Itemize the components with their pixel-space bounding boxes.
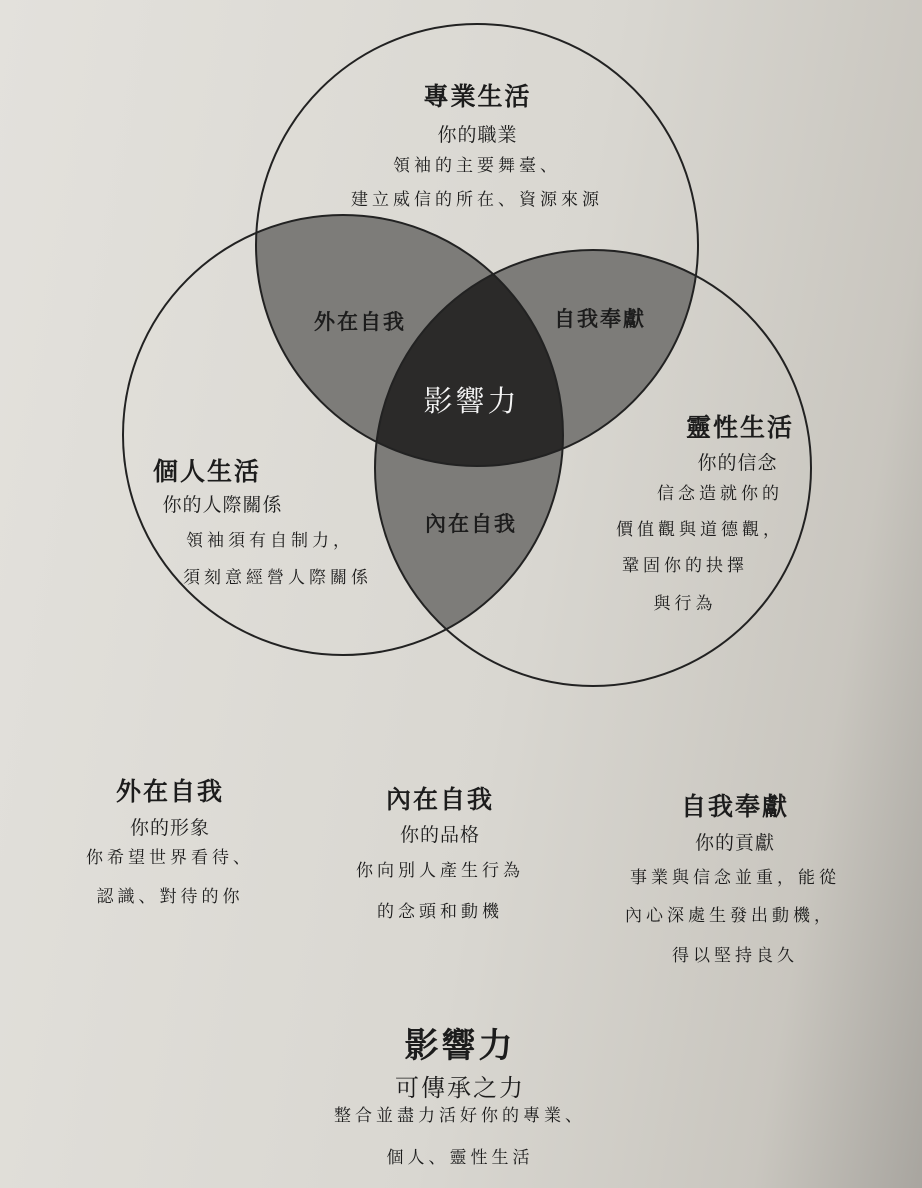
top-circle-subtitle: 你的職業 [437,124,518,146]
legend-outer-self-line-1: 你希望世界看待、 [86,848,254,868]
legend-outer-self-subtitle: 你的形象 [129,817,210,839]
right-circle-line-4: 與行為 [653,594,717,614]
legend-inner-self-title: 內在自我 [385,785,494,814]
legend-self-giving-line-3: 得以堅持良久 [672,946,798,966]
left-circle-line-2: 須刻意經營人際關係 [183,568,372,588]
top-circle-title: 專業生活 [423,82,532,111]
legend-outer-self-title: 外在自我 [115,777,224,806]
right-circle-line-3: 鞏固你的抉擇 [622,556,748,576]
legend-inner-self-line-1: 你向別人產生行為 [356,861,524,881]
left-circle-title: 個人生活 [152,457,261,486]
right-circle-line-1: 信念造就你的 [657,484,783,504]
legend-inner-self-subtitle: 你的品格 [399,824,480,846]
right-circle-subtitle: 你的信念 [697,452,778,474]
legend-influence-subtitle: 可傳承之力 [395,1074,525,1102]
right-circle-line-2: 價值觀與道德觀， [616,520,784,540]
top-circle-line-1: 領袖的主要舞臺、 [393,156,561,176]
legend-self-giving-subtitle: 你的貢獻 [694,832,775,854]
overlap-label-inner-self: 內在自我 [425,512,517,536]
legend-influence-line-1: 整合並盡力活好你的專業、 [334,1106,586,1126]
left-circle-line-1: 領袖須有自制力， [186,531,354,551]
right-circle-title: 靈性生活 [685,413,794,442]
top-circle-line-2: 建立威信的所在、資源來源 [351,190,603,210]
legend-inner-self-line-2: 的念頭和動機 [377,902,503,922]
legend-self-giving-title: 自我奉獻 [680,792,789,821]
legend-influence-line-2: 個人、靈性生活 [386,1148,534,1168]
legend-self-giving-line-2: 內心深處生發出動機， [625,906,835,926]
legend-influence-title: 影響力 [404,1026,516,1066]
overlap-label-self-giving: 自我奉獻 [554,307,646,331]
left-circle-subtitle: 你的人際關係 [162,494,283,516]
legend-self-giving-line-1: 事業與信念並重，能從 [630,868,840,888]
overlap-label-outer-self: 外在自我 [314,310,406,334]
legend-outer-self-line-2: 認識、對待的你 [96,887,244,907]
center-label-influence: 影響力 [423,384,520,418]
